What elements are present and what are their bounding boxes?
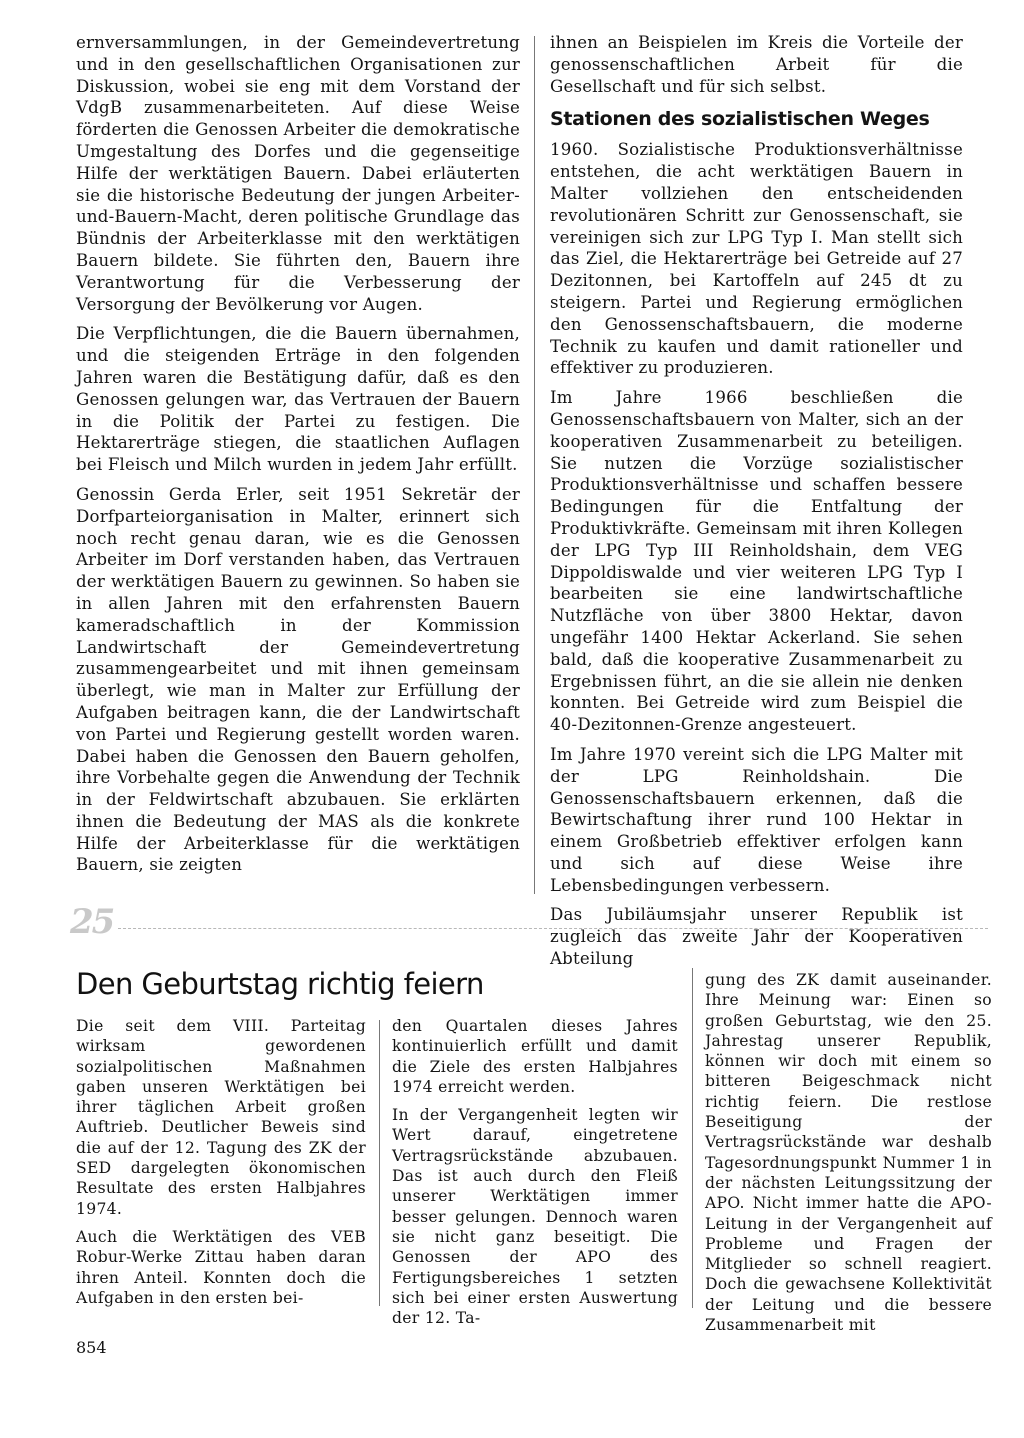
paragraph: In der Vergangenheit legten wir Wert darauf, eingetretene Vertragsrückstände abzubauen. Das ist auch durch den Fleiß unserer Werktätigen immer besser gelungen. Dennoch waren sie nicht ganz beseitigt. Die Genossen der APO des Fertigungsbereiches 1 setzten sich bei einer ersten Auswertung der 12. Ta- <box>392 1106 678 1328</box>
paragraph: gung des ZK damit auseinander. Ihre Meinung war: Einen so großen Geburtstag, wie den 25. Jahrestag unserer Republik, können wir doch mit einem so bitteren Beigeschmack nicht richtig feiern. Die restlose Beseitigung der Vertragsrückstände war deshalb Tagesordnungspunkt Nummer 1 in der nächsten Leitungssitzung der APO. Nicht immer hatte die APO-Leitung in der Vergangenheit auf Probleme und Fragen der Mitglieder so schnell reagiert. Doch die gewachsene Kollektivität der Leitung und die bessere Zusammenarbeit mit <box>705 971 992 1335</box>
section-heading: Stationen des sozialistischen Weges <box>550 108 930 131</box>
column-divider <box>534 36 535 894</box>
column-divider <box>692 968 693 1308</box>
article-column-1 <box>76 1016 366 1316</box>
section-separator <box>118 928 988 929</box>
article-column-2 <box>392 1016 678 1336</box>
anniversary-emblem: 25 <box>70 902 114 942</box>
paragraph: Die seit dem VIII. Parteitag wirksam gewordenen sozialpolitischen Maßnahmen gaben unseren Werktätigen bei ihrer täglichen Arbeit großen Auftrieb. Deutlicher Beweis sind die auf der 12. Tagung des ZK der SED dargelegten ökonomischen Resultate des ersten Halbjahres 1974. <box>76 1017 366 1218</box>
paragraph: Genossin Gerda Erler, seit 1951 Sekretär der Dorfparteiorganisation in Malter, erinnert sich noch recht genau daran, wie es die Genossen Arbeiter im Dorf verstanden haben, das Vertrauen der werktätigen Bauern zu gewinnen. So haben sie in allen Jahren mit den erfahrensten Bauern kameradschaftlich in der Kommission Landwirtschaft der Gemeindevertretung zusammengearbeitet und mit ihnen gemeinsam überlegt, wie man in Malter zur Erfüllung der Aufgaben beitragen kann, die der Landwirtschaft von Partei und Regierung gestellt worden waren. Dabei haben die Genossen den Bauern geholfen, ihre Vorbehalte gegen die Anwendung der Technik in der Feldwirtschaft abzubauen. Sie erklärten ihnen die Bedeutung der MAS als die konkrete Hilfe der Arbeiterklasse für die werktätigen Bauern, sie zeigten <box>76 484 520 875</box>
article-column-3 <box>705 970 992 1335</box>
paragraph: 1960. Sozialistische Produktionsverhältnisse entstehen, die acht werktätigen Bauern in Malter vollziehen den entscheidenden revolutionären Schritt zur Genossenschaft, sie vereinigen sich zur LPG Typ I. Man stellt sich das Ziel, die Hektarerträge bei Getreide auf 27 Dezitonnen, bei Kartoffeln auf 245 dt zu steigern. Partei und Regierung ermöglichen den Genossenschaftsbauern, die moderne Technik zu kaufen und damit rationeller und effektiver zu produzieren. <box>550 140 963 378</box>
paragraph: den Quartalen dieses Jahres kontinuierlich erfüllt und damit die Ziele des ersten Halbjahres 1974 erreicht werden. <box>392 1017 678 1096</box>
paragraph: ernversammlungen, in der Gemeindevertretung und in den gesellschaftlichen Organisationen zur Diskussion, wobei sie eng mit dem Vorstand der VdgB zusammenarbeiteten. Auf diese Weise förderten die Genossen Arbeiter die demokratische Umgestaltung des Dorfes und die gegenseitige Hilfe der werktätigen Bauern. Dabei erläuterten sie die historische Bedeutung der jungen Arbeiter-und-Bauern-Macht, deren politische Grundlage das Bündnis der Arbeiterklasse mit den werktätigen Bauern bildete. Sie führten den, Bauern ihre Verantwortung für die Verbesserung der Versorgung der Bevölkerung vor Augen. <box>76 33 520 314</box>
article-headline: Den Geburtstag richtig feiern <box>76 967 484 1001</box>
paragraph: ihnen an Beispielen im Kreis die Vorteile der genossenschaftlichen Arbeit für die Gesellschaft und für sich selbst. <box>550 33 963 96</box>
paragraph: Im Jahre 1966 beschließen die Genossenschaftsbauern von Malter, sich an der kooperativen Zusammenarbeit zu beteiligen. Sie nutzen die Vorzüge sozialistischer Produktionsverhältnisse und schaffen bessere Bedingungen für die Entfaltung der Produktivkräfte. Gemeinsam mit ihren Kollegen der LPG Typ III Reinholdshain, dem VEG Dippoldiswalde und vier weiteren LPG Typ I bearbeiten sie eine landwirtschaftliche Nutzfläche von über 3800 Hektar, davon ungefähr 1400 Hektar Ackerland. Sie sehen bald, daß die kooperative Zusammenarbeit zu Ergebnissen führt, an die sie allein nie denken konnten. Bei Getreide wird zum Beispiel die 40-Dezitonnen-Grenze angesteuert. <box>550 388 963 735</box>
page-number: 854 <box>76 1338 107 1357</box>
paragraph: Das Jubiläumsjahr unserer Republik ist zugleich das zweite Jahr der Kooperativen Abteilung <box>550 905 963 969</box>
paragraph: Die Verpflichtungen, die die Bauern übernahmen, und die steigenden Erträge in den folgenden Jahren waren die Bestätigung dafür, daß es den Genossen gelungen war, das Vertrauen der Bauern in die Politik der Partei zu festigen. Die Hektarerträge stiegen, die staatlichen Auflagen bei Fleisch und Milch wurden in jedem Jahr erfüllt. <box>76 324 520 475</box>
paragraph: Im Jahre 1970 vereint sich die LPG Malter mit der LPG Reinholdshain. Die Genossenschaftsbauern erkennen, daß die Bewirtschaftung ihrer rund 100 Hektar in einem Großbetrieb effektiver erfolgen kann und sich auf diese Weise ihre Lebensbedingungen verbessern. <box>550 744 963 895</box>
top-left-column <box>76 32 520 884</box>
top-right-column <box>550 32 963 978</box>
paragraph: Auch die Werktätigen des VEB Robur-Werke Zittau haben daran ihren Anteil. Konnten doch die Aufgaben in den ersten bei- <box>76 1227 366 1307</box>
column-divider <box>379 1020 380 1306</box>
